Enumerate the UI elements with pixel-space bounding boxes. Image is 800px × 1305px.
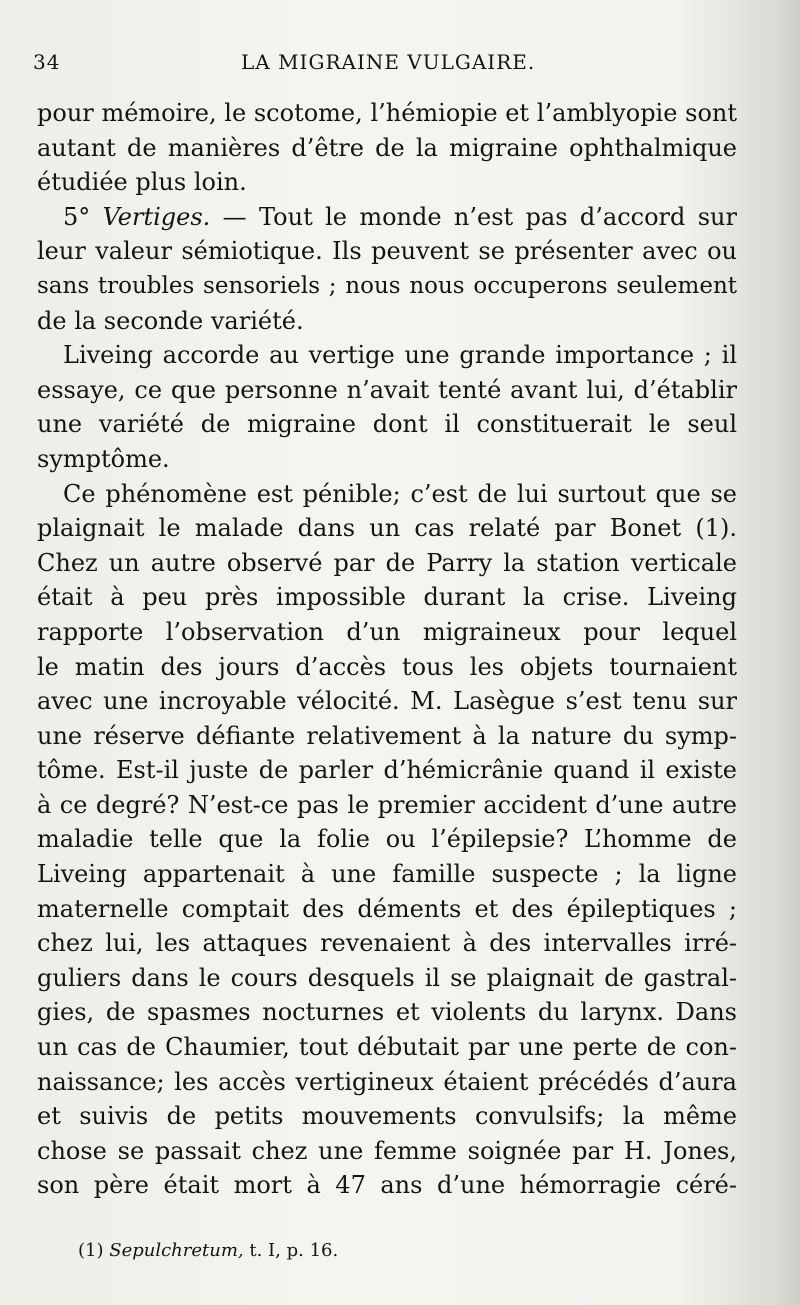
text-line: son père était mort à 47 ans d’une hémorragie céré- — [37, 1171, 737, 1200]
text-line: avec une incroyable vélocité. M. Lasègue s’est tenu sur — [37, 687, 737, 716]
text-line: plaignait le malade dans un cas relaté par Bonet (1). — [37, 514, 737, 543]
text-line: une réserve défiante relativement à la nature du symp- — [37, 721, 737, 750]
text-line: et suivis de petits mouvements convulsifs; la même — [37, 1102, 737, 1131]
text-line: symptôme. — [37, 444, 170, 473]
text-line: Ce phénomène est pénible; c’est de lui surtout que se — [63, 479, 737, 508]
text-line: gies, de spasmes nocturnes et violents du larynx. Dans — [37, 998, 737, 1027]
text-line: Liveing appartenait à une famille suspecte ; la ligne — [37, 860, 737, 889]
text-line: une variété de migraine dont il constituerait le seul — [37, 410, 737, 439]
footnote-marker: (1) — [78, 1240, 104, 1261]
text-line: le matin des jours d’accès tous les objets tournaient — [37, 652, 737, 681]
text-line: 5° Vertiges. — Tout le monde n’est pas d’accord sur — [63, 202, 737, 231]
text-line: Liveing accorde au vertige une grande importance ; il — [63, 341, 737, 370]
text-line: guliers dans le cours desquels il se plaignait de gastral- — [37, 963, 737, 992]
text-line: chez lui, les attaques revenaient à des intervalles irré- — [37, 929, 737, 958]
body-text — [37, 96, 737, 1203]
text-line: était à peu près impossible durant la crise. Liveing — [37, 583, 737, 612]
running-head: LA MIGRAINE VULGAIRE. — [241, 50, 536, 74]
text-line: rapporte l’observation d’un migraineux pour lequel — [37, 617, 737, 646]
footnote — [78, 1240, 338, 1261]
text-line: Chez un autre observé par de Parry la station verticale — [37, 548, 737, 577]
text-line: sans troubles sensoriels ; nous nous occuperons seulement — [37, 272, 737, 299]
page-number: 34 — [33, 50, 61, 74]
text-line: autant de manières d’être de la migraine ophthalmique — [37, 133, 737, 162]
footnote-title: Sepulchretum, — [109, 1240, 244, 1261]
text-line: à ce degré? N’est-ce pas le premier accident d’une autre — [37, 790, 737, 819]
text-line: un cas de Chaumier, tout débutait par une perte de con- — [37, 1033, 737, 1062]
text-line: maternelle comptait des déments et des épileptiques ; — [37, 894, 737, 923]
text-line: essaye, ce que personne n’avait tenté avant lui, d’établir — [37, 375, 737, 404]
footnote-reference: t. I, p. 16. — [249, 1240, 339, 1261]
text-line: tôme. Est-il juste de parler d’hémicrânie quand il existe — [37, 756, 737, 785]
text-line: chose se passait chez une femme soignée par H. Jones, — [37, 1136, 737, 1165]
text-line: maladie telle que la folie ou l’épilepsie? L’homme de — [37, 825, 737, 854]
text-line: naissance; les accès vertigineux étaient précédés d’aura — [37, 1067, 737, 1096]
page-header — [33, 50, 733, 80]
text-line: leur valeur sémiotique. Ils peuvent se présenter avec ou — [37, 237, 737, 266]
text-line: étudiée plus loin. — [37, 168, 247, 197]
text-line: pour mémoire, le scotome, l’hémiopie et l’amblyopie sont — [37, 99, 737, 127]
text-line: de la seconde variété. — [37, 306, 304, 335]
